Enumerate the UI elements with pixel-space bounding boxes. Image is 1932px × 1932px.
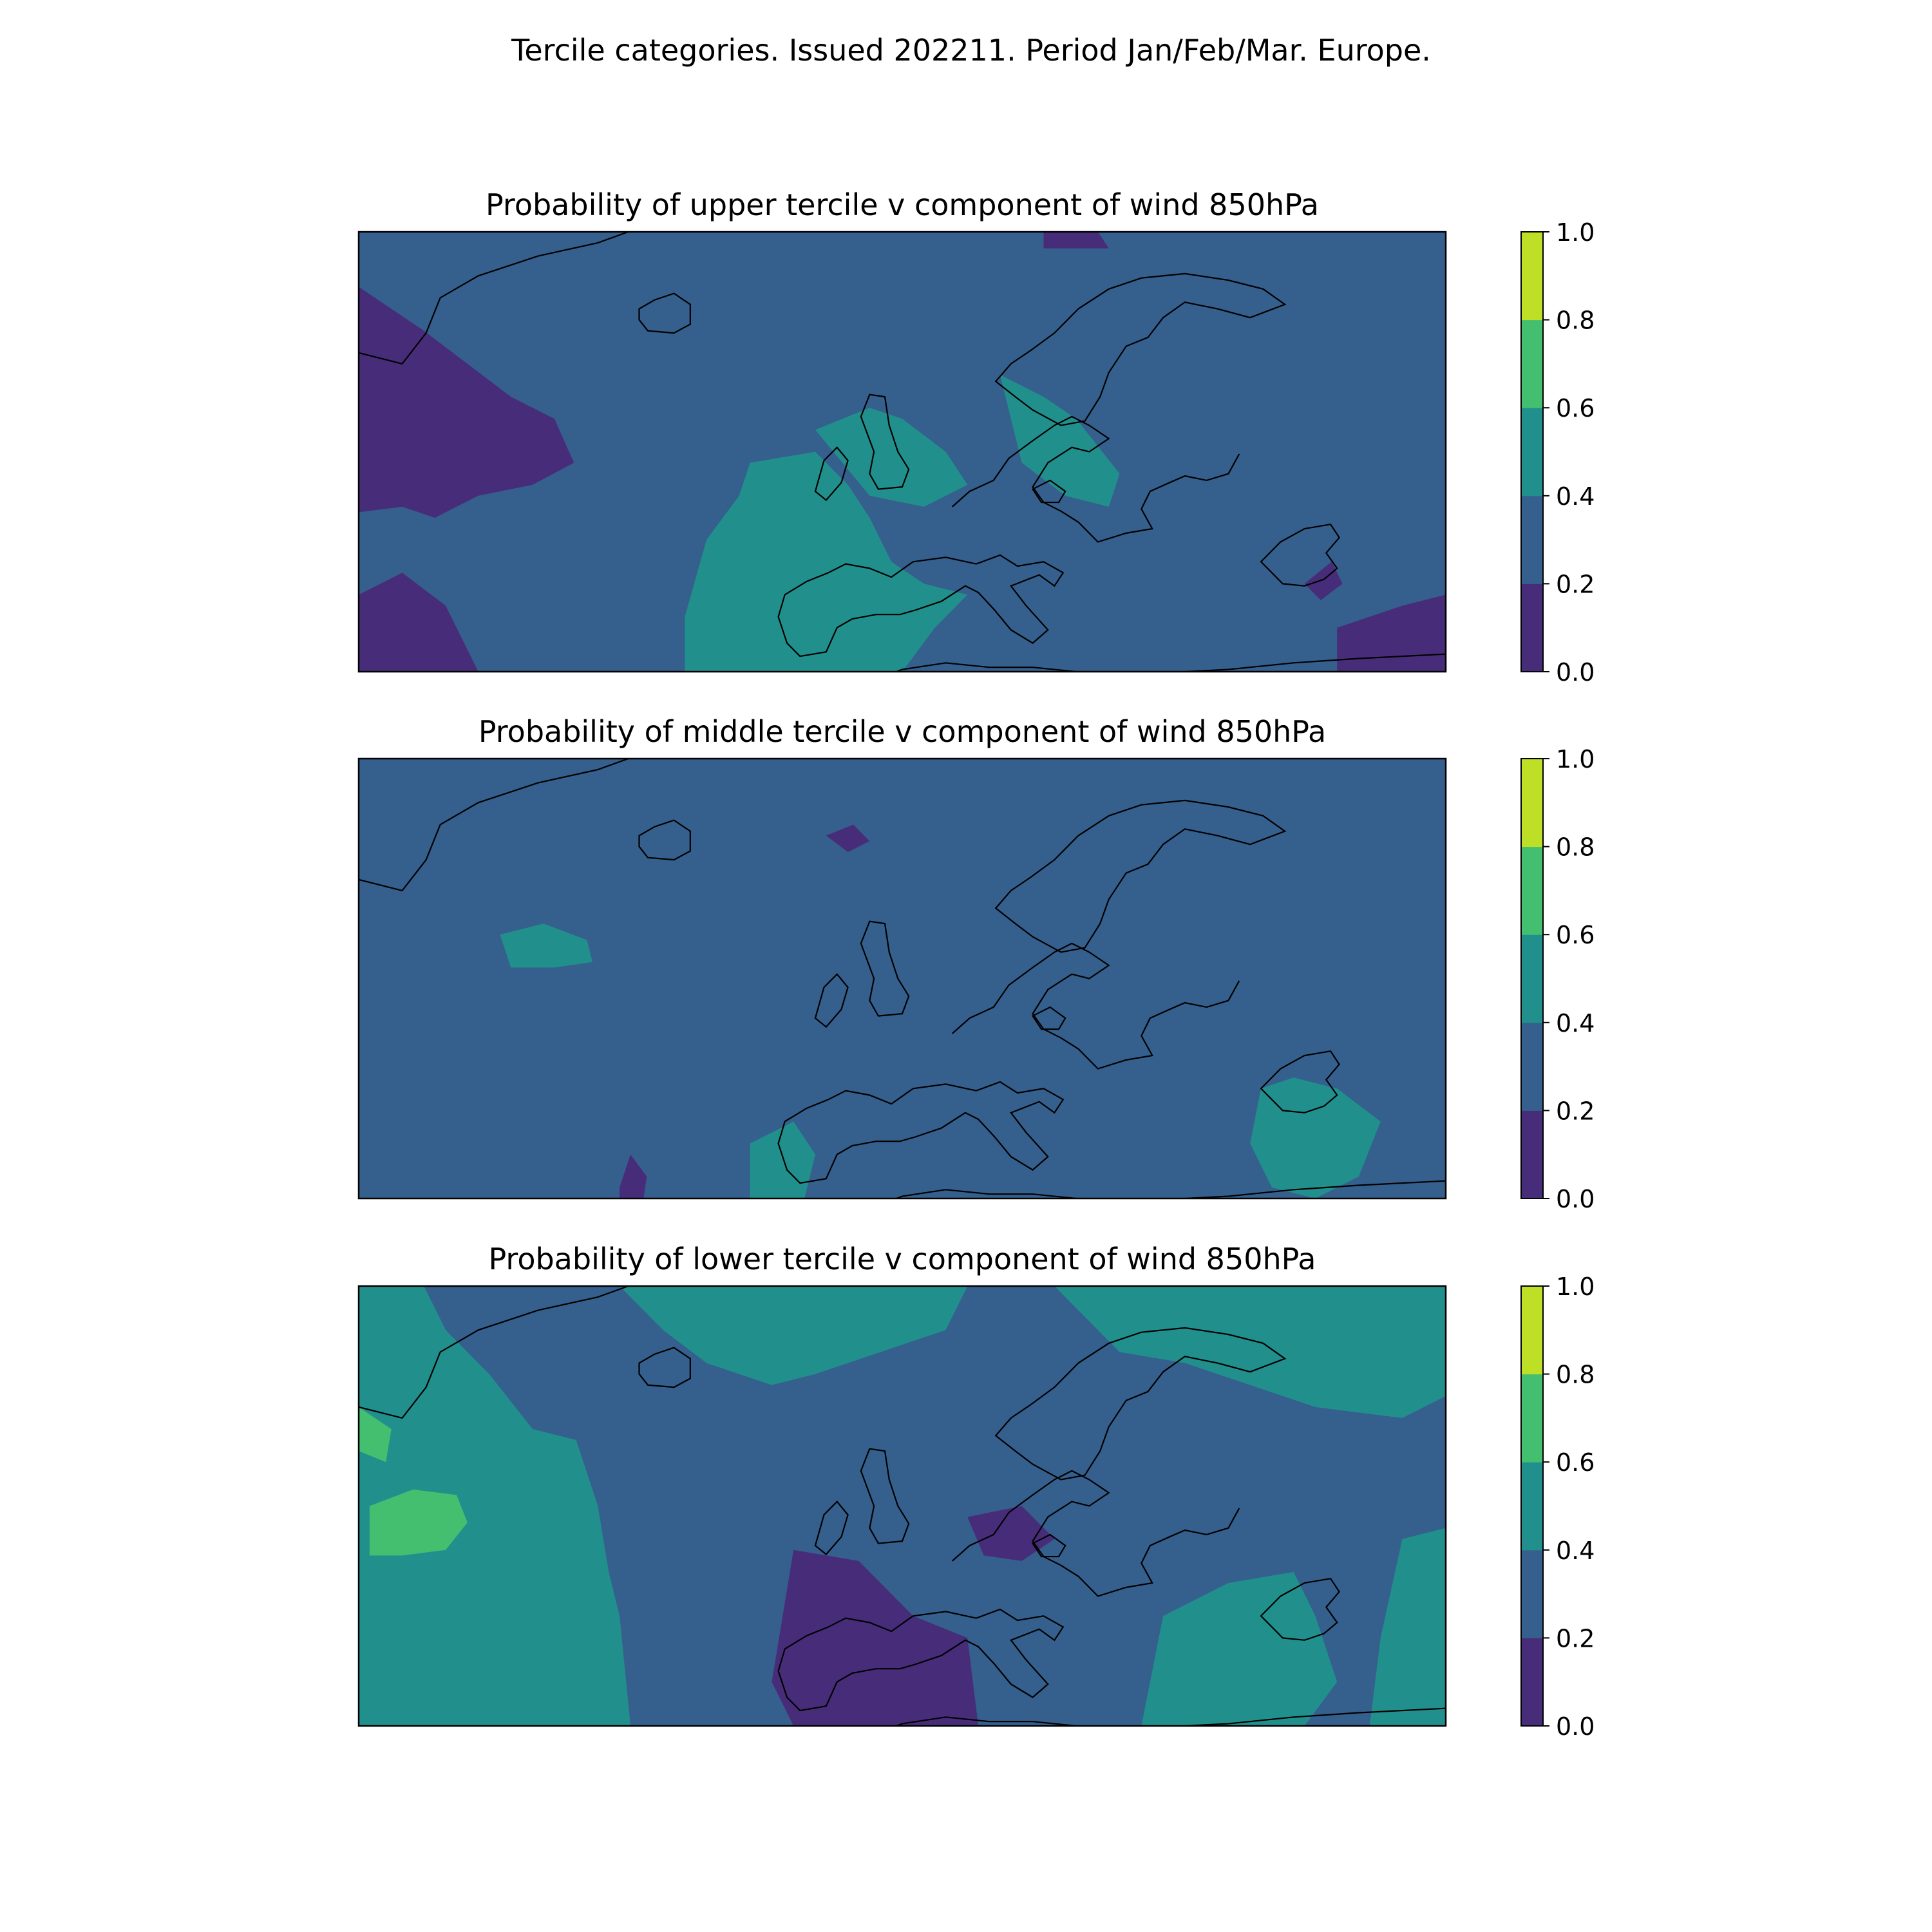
colorbar-segment: [1521, 1286, 1543, 1374]
colorbar-tick-label: 1.0: [1556, 745, 1595, 773]
colorbar-segment: [1521, 320, 1543, 408]
colorbar-segment: [1521, 408, 1543, 496]
panel-title: Probability of middle tercile v component of wind 850hPa: [478, 714, 1327, 749]
probability-field: [359, 232, 1446, 683]
colorbar-tick-label: 1.0: [1556, 1273, 1595, 1301]
colorbar-tick-label: 0.2: [1556, 1097, 1595, 1126]
colorbar-tick-label: 0.8: [1556, 1360, 1595, 1389]
panel-1: [359, 187, 1595, 687]
colorbar-segment: [1521, 1023, 1543, 1111]
colorbar-tick-label: 0.4: [1556, 482, 1595, 511]
colorbar-tick-label: 0.2: [1556, 570, 1595, 599]
colorbar-tick-label: 0.6: [1556, 394, 1595, 423]
colorbar-tick-label: 0.8: [1556, 833, 1595, 862]
colorbar-segment: [1521, 847, 1543, 935]
colorbar-tick-label: 0.0: [1556, 1185, 1595, 1213]
colorbar-segment: [1521, 1638, 1543, 1726]
panel-3: [359, 1242, 1595, 1741]
colorbar-segment: [1521, 496, 1543, 584]
colorbar-tick-label: 0.6: [1556, 921, 1595, 950]
colorbar-tick-label: 0.6: [1556, 1448, 1595, 1477]
colorbar-segment: [1521, 1110, 1543, 1198]
colorbar-tick-label: 0.0: [1556, 658, 1595, 687]
colorbar-tick-label: 0.4: [1556, 1536, 1595, 1565]
colorbar-segment: [1521, 583, 1543, 672]
colorbar-segment: [1521, 759, 1543, 847]
colorbar-segment: [1521, 232, 1543, 320]
colorbar-tick-label: 0.0: [1556, 1712, 1595, 1741]
probability-area: [1043, 232, 1108, 249]
panel-title: Probability of upper tercile v component of wind 850hPa: [486, 187, 1319, 222]
probability-field: [359, 1286, 1446, 1737]
colorbar-tick-label: 0.2: [1556, 1624, 1595, 1653]
colorbar-segment: [1521, 1462, 1543, 1550]
colorbar-segment: [1521, 1374, 1543, 1463]
panel-title: Probability of lower tercile v component of wind 850hPa: [488, 1242, 1316, 1276]
colorbar-segment: [1521, 934, 1543, 1023]
colorbar-segment: [1521, 1550, 1543, 1638]
colorbar-tick-label: 1.0: [1556, 218, 1595, 247]
figure-suptitle: Tercile categories. Issued 202211. Period Jan/Feb/Mar. Europe.: [511, 33, 1431, 68]
colorbar-tick-label: 0.8: [1556, 306, 1595, 335]
colorbar-tick-label: 0.4: [1556, 1009, 1595, 1037]
panels: [359, 187, 1595, 1741]
